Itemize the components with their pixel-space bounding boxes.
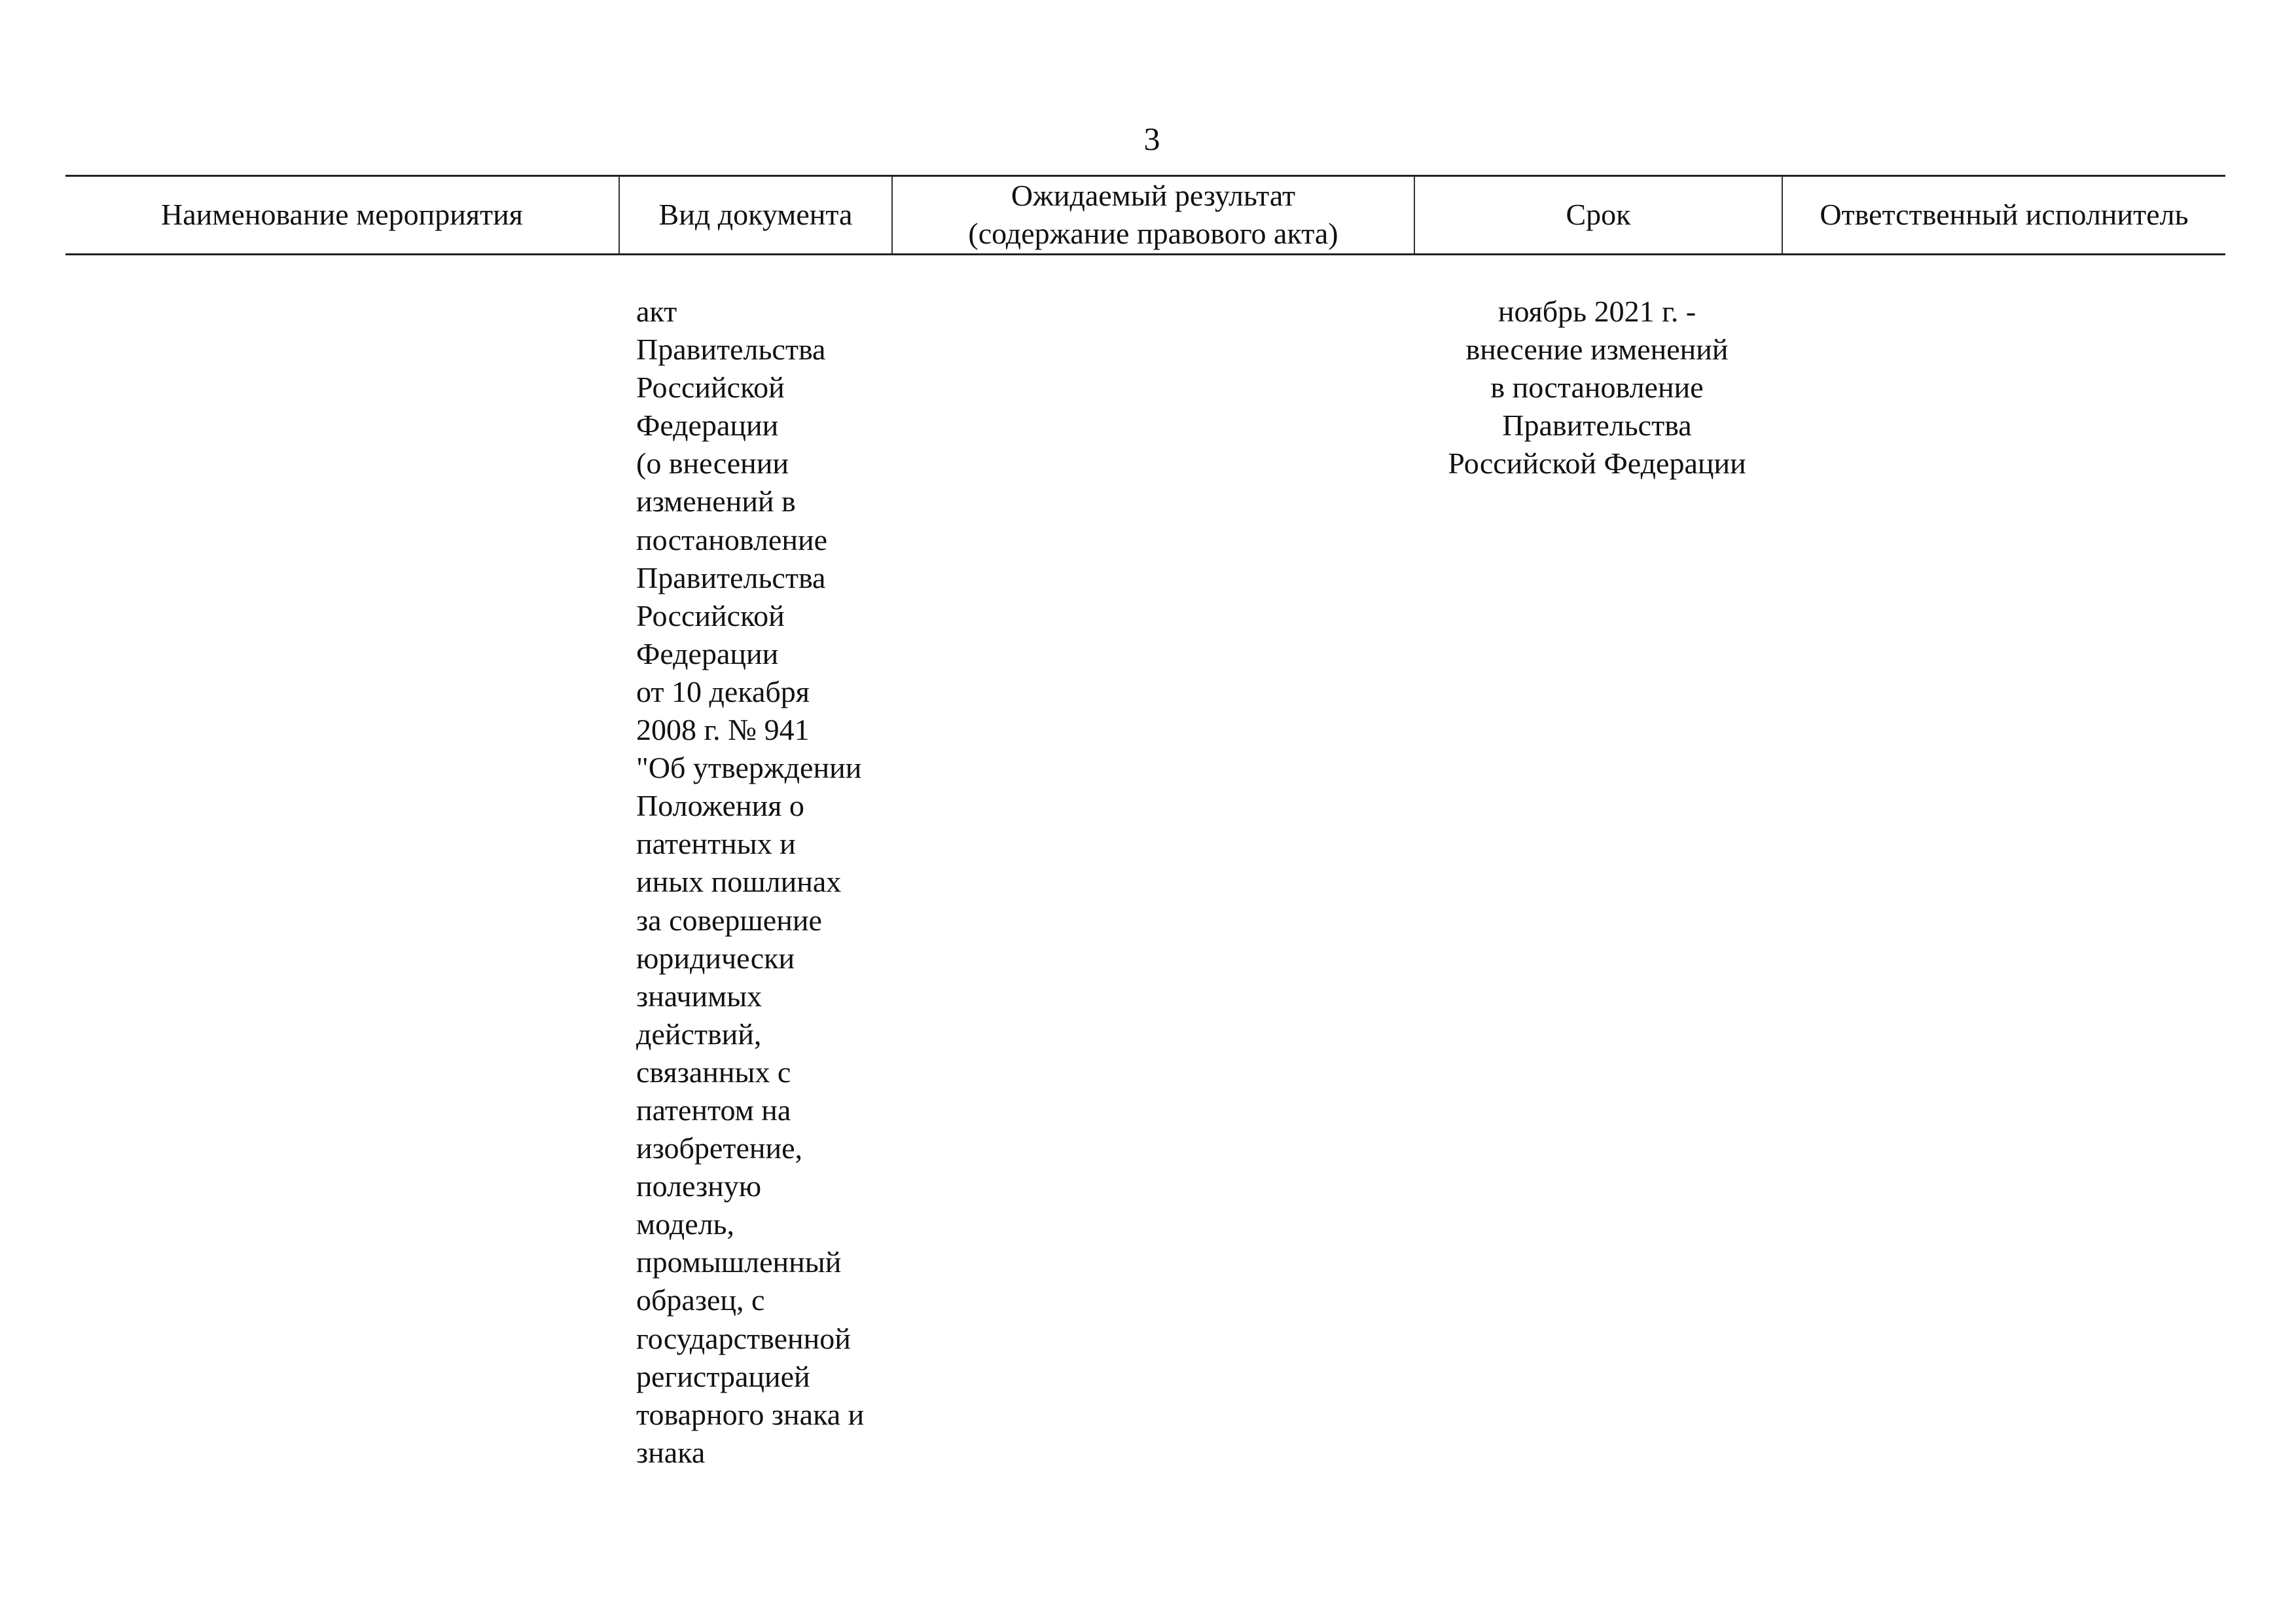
header-expected-result: Ожидаемый результат (содержание правового акта) (968, 179, 1338, 250)
cell-doc-type: акт Правительства Российской Федерации (о внесении изменений в постановление Правительства Российской Федерации от 10 декабря 2008 г. № 941 "Об утверждении Положения о патентных и иных пошлинах за совершение юридически значимых действий, связанных с патентом на изобретение, полезную модель, промышленный образец, с государственной регистрацией товарного знака и знака (636, 295, 865, 1469)
header-event-name: Наименование мероприятия (161, 198, 523, 231)
header-deadline: Срок (1566, 198, 1631, 231)
header-doc-type: Вид документа (658, 198, 853, 231)
table-header-bottom-rule (65, 253, 2225, 255)
header-responsible: Ответственный исполнитель (1820, 198, 2189, 231)
cell-deadline: ноябрь 2021 г. - внесение изменений в постановление Правительства Российской Федерации (1448, 295, 1746, 481)
page-number: 3 (1143, 120, 1160, 157)
